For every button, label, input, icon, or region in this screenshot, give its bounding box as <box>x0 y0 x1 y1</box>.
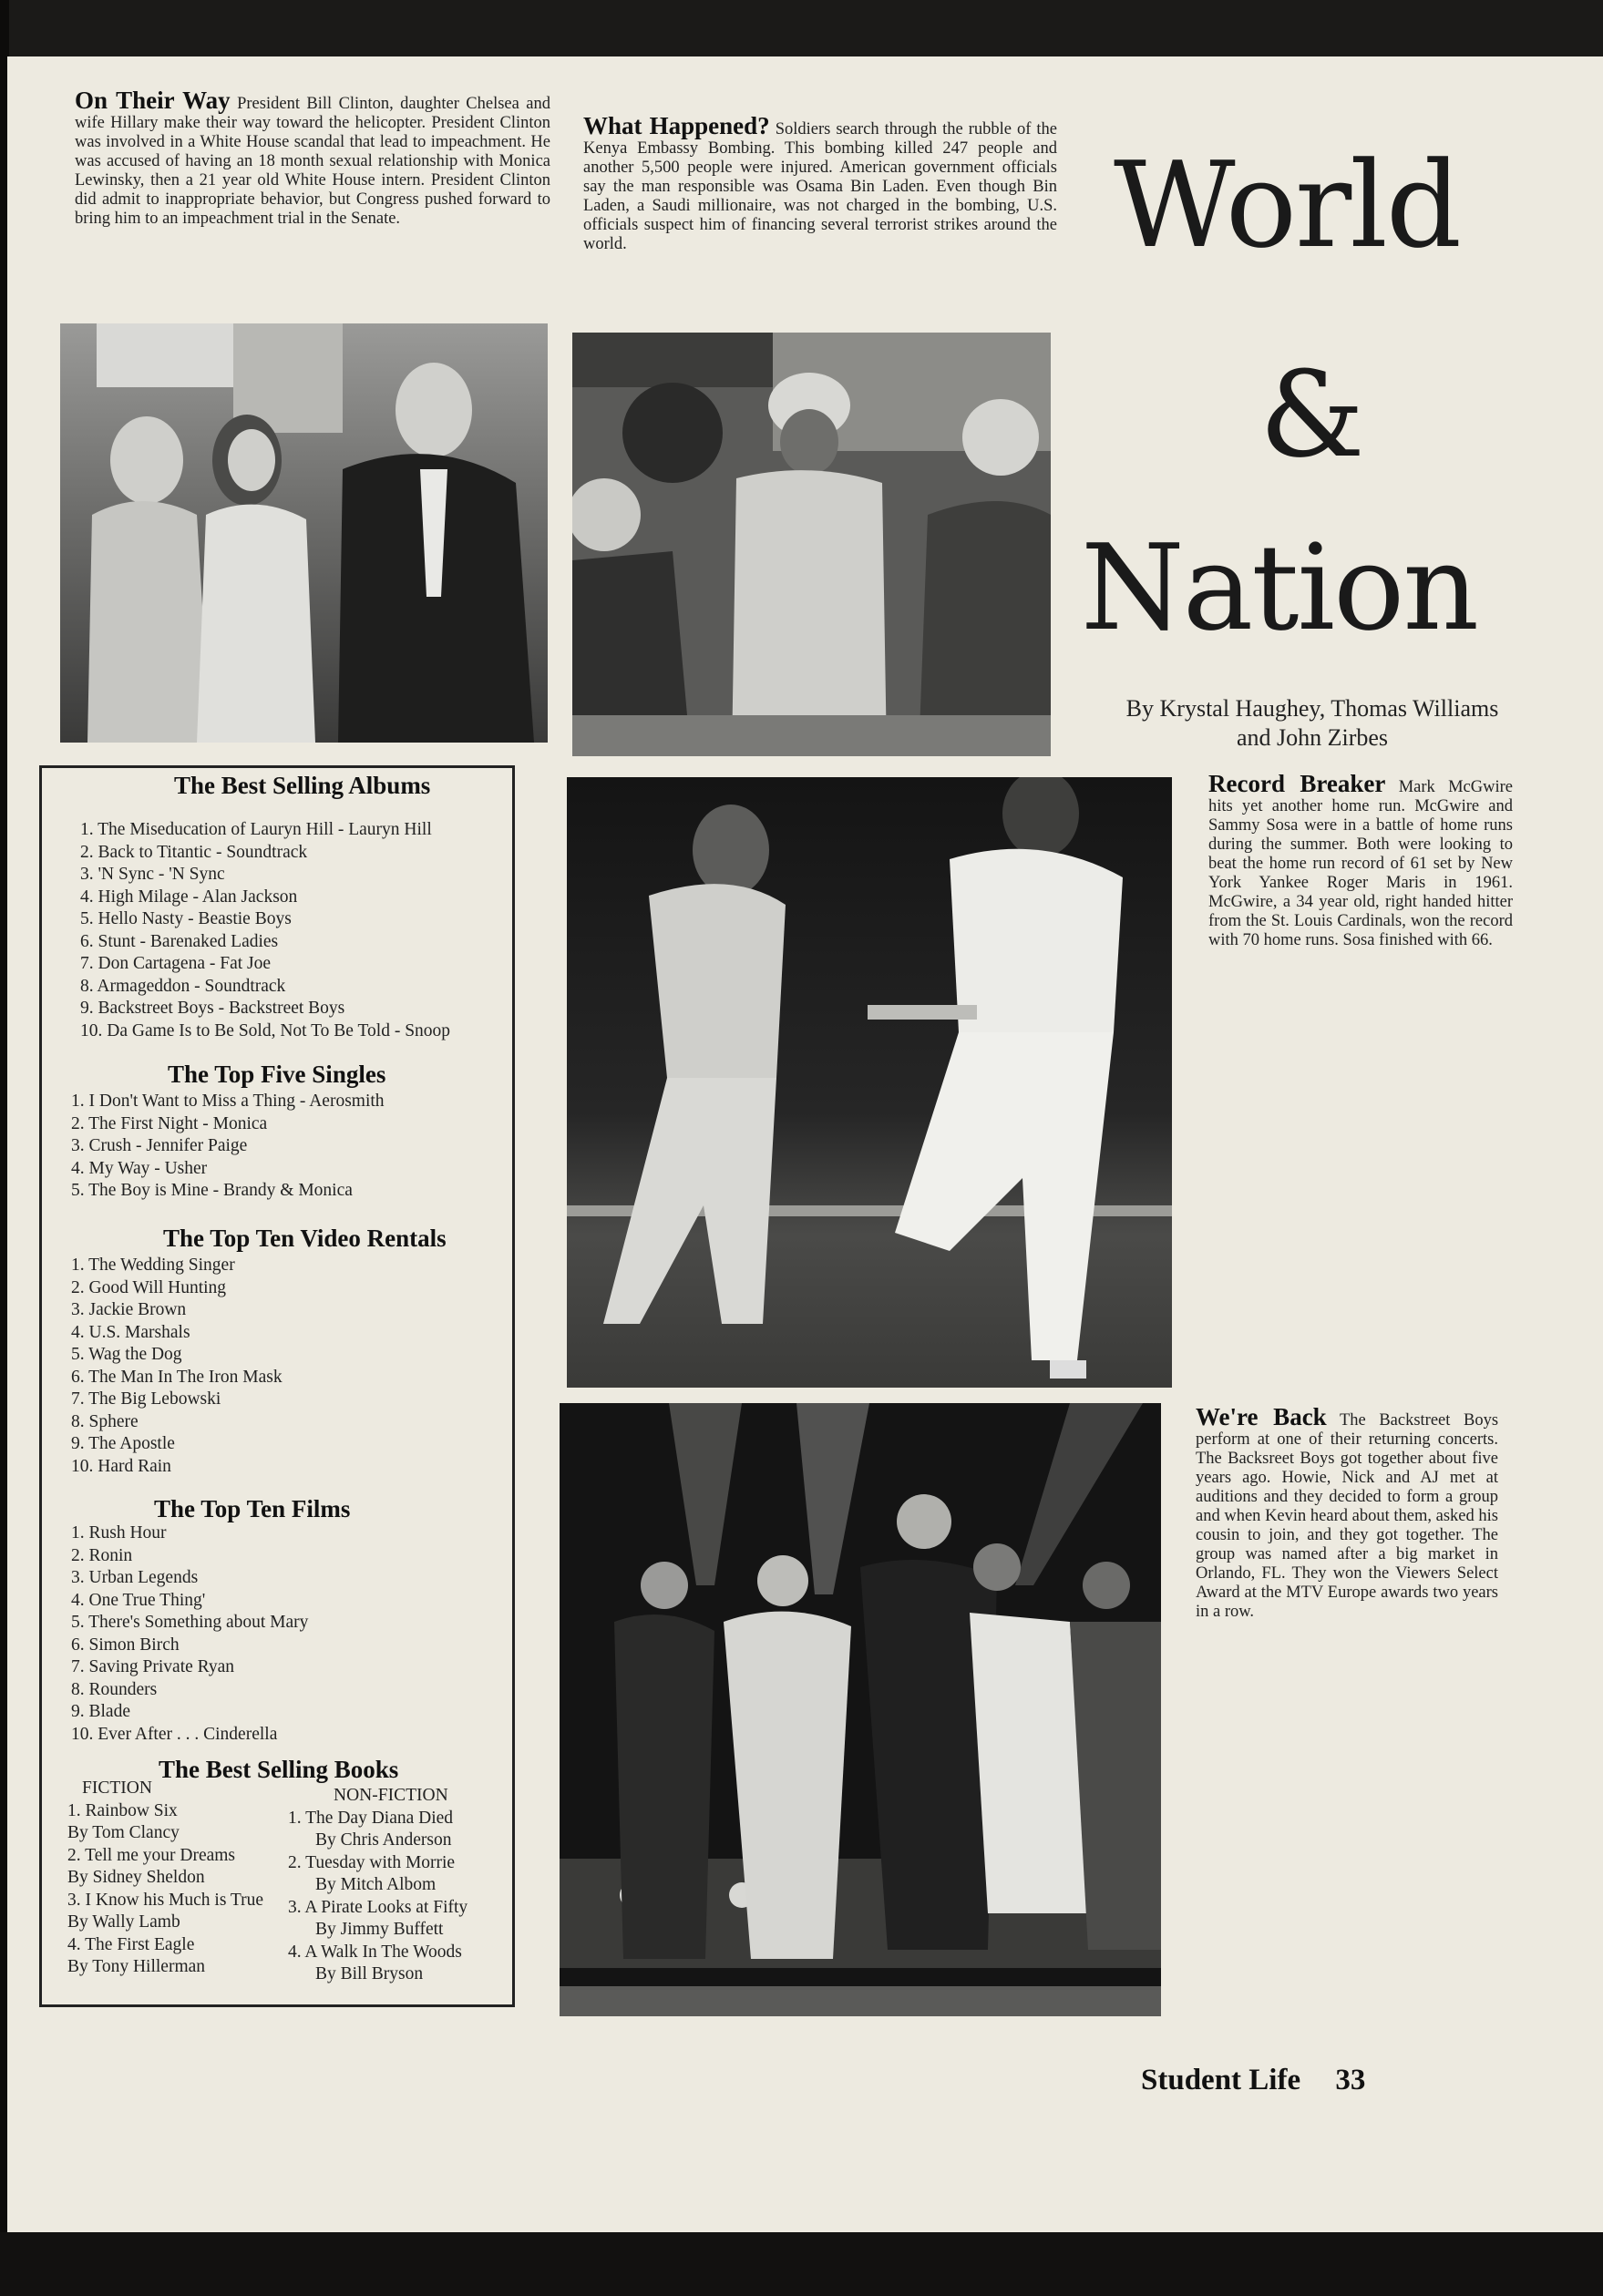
film-item: 9. Blade <box>71 1702 130 1721</box>
single-item: 5. The Boy is Mine - Brandy & Monica <box>71 1181 353 1200</box>
fiction-list <box>67 1800 263 1979</box>
caption-backstreet <box>1196 1403 1499 1622</box>
byline-line1: By Krystal Haughey, Thomas Williams <box>1125 695 1499 722</box>
footer-section: Student Life <box>1141 2064 1301 2096</box>
rental-item: 8. Sphere <box>71 1411 139 1431</box>
films-list <box>71 1522 308 1746</box>
fiction-book-line: 2. Tell me your Dreams <box>67 1845 236 1865</box>
nonfiction-head: NON-FICTION <box>334 1786 448 1805</box>
albums-title: The Best Selling Albums <box>174 772 431 799</box>
nonfiction-list <box>288 1808 468 1986</box>
caption-backstreet-lead: We're Back <box>1196 1403 1327 1430</box>
nonfiction-book-line: By Mitch Albom <box>315 1875 437 1894</box>
rental-item: 10. Hard Rain <box>71 1456 171 1476</box>
title-ampersand: & <box>1259 345 1363 484</box>
caption-backstreet-text: The Backstreet Boys perform at one of their returning concerts. The Backsreet Boys got together about five years ago. Howie, Nick and AJ met at auditions and they decided to form a group and when Kevin heard about them, asked his cousin to join, and they got together. The group was named after a big market in Orlando, FL. They won the Viewers Select Award at the MTV Europe awards two years in a row. <box>1196 1411 1499 1621</box>
single-item: 1. I Don't Want to Miss a Thing - Aerosmith <box>71 1092 385 1111</box>
rental-item: 3. Jackie Brown <box>71 1300 187 1319</box>
singles-list <box>71 1091 385 1203</box>
photo-backstreet-boys <box>560 1403 1161 2016</box>
film-item: 1. Rush Hour <box>71 1523 167 1543</box>
rentals-list <box>71 1255 283 1478</box>
nonfiction-book-line: 1. The Day Diana Died <box>288 1808 454 1828</box>
film-item: 2. Ronin <box>71 1545 133 1565</box>
album-item: 4. High Milage - Alan Jackson <box>80 887 298 907</box>
fiction-book-line: By Tom Clancy <box>67 1823 180 1842</box>
films-title: The Top Ten Films <box>154 1495 351 1522</box>
film-item: 10. Ever After . . . Cinderella <box>71 1724 278 1744</box>
nonfiction-book-line: By Bill Bryson <box>315 1964 424 1983</box>
title-world: World <box>1114 136 1460 274</box>
film-item: 5. There's Something about Mary <box>71 1613 309 1632</box>
caption-kenya <box>583 112 1058 254</box>
fiction-book-line: 3. I Know his Much is True <box>67 1890 264 1910</box>
single-item: 3. Crush - Jennifer Paige <box>71 1136 248 1155</box>
photo-clinton-family <box>60 323 548 743</box>
caption-kenya-lead: What Happened? <box>583 112 770 139</box>
nonfiction-book-line: 4. A Walk In The Woods <box>288 1942 462 1962</box>
rental-item: 1. The Wedding Singer <box>71 1256 235 1275</box>
books-nonfiction <box>288 1785 468 1986</box>
books-title: The Best Selling Books <box>159 1756 399 1783</box>
album-item: 7. Don Cartagena - Fat Joe <box>80 954 272 973</box>
film-item: 7. Saving Private Ryan <box>71 1657 235 1676</box>
album-item: 10. Da Game Is to Be Sold, Not To Be Told - Snoop <box>80 1020 451 1040</box>
caption-mcgwire-text: Mark McGwire hits yet another home run. McGwire and Sammy Sosa were in a battle of home runs during the summer. Both were looking to beat the home run record of 61 set by New York Yankee Roger Maris in 1961. McGwire, a 34 year old, right handed hitter from the St. Louis Cardinals, won the record with 70 home runs. Sosa finished with 66. <box>1208 778 1514 949</box>
album-item: 8. Armageddon - Soundtrack <box>80 976 286 996</box>
lists-box <box>39 765 515 2007</box>
caption-clinton-text: President Bill Clinton, daughter Chelsea and wife Hillary make their way toward the helicopter. President Clinton was involved in a White House scandal that lead to impeachment. He was accused of having an 18 month sexual relationship with Monica Lewinsky, then a 21 year old White House intern. President Clinton did admit to inappropriate behavior, but Congress pushed forward to bring him to an impeachment trial in the Senate. <box>75 95 550 228</box>
single-item: 4. My Way - Usher <box>71 1158 208 1178</box>
fiction-book-line: By Sidney Sheldon <box>67 1868 205 1887</box>
rental-item: 2. Good Will Hunting <box>71 1277 227 1297</box>
album-item: 2. Back to Titantic - Soundtrack <box>80 842 308 862</box>
caption-kenya-text: Soldiers search through the rubble of the Kenya Embassy Bombing. This bombing killed 247 people and another 5,500 people were injured. American government officials say the man responsible was Osama Bin Laden. Even though Bin Laden, a Saudi millionaire, was not charged in the bombing, U.S. officials suspect him of financing several terrorist strikes around the world. <box>583 120 1058 253</box>
photo-kenya-embassy <box>572 333 1051 756</box>
caption-clinton-lead: On Their Way <box>75 87 231 114</box>
rentals-title: The Top Ten Video Rentals <box>163 1225 447 1252</box>
albums-list <box>80 819 450 1042</box>
title-nation: Nation <box>1081 518 1478 657</box>
page-footer <box>1141 2064 1365 2097</box>
byline-line2: and John Zirbes <box>1236 724 1389 751</box>
caption-mcgwire-lead: Record Breaker <box>1208 770 1386 797</box>
film-item: 6. Simon Birch <box>71 1635 180 1655</box>
nonfiction-book-line: By Chris Anderson <box>315 1830 452 1850</box>
nonfiction-book-line: 2. Tuesday with Morrie <box>288 1852 456 1872</box>
fiction-book-line: 4. The First Eagle <box>67 1934 195 1954</box>
fiction-book-line: 1. Rainbow Six <box>67 1800 178 1820</box>
singles-title: The Top Five Singles <box>168 1061 386 1088</box>
rental-item: 5. Wag the Dog <box>71 1345 182 1364</box>
album-item: 9. Backstreet Boys - Backstreet Boys <box>80 999 345 1018</box>
rental-item: 4. U.S. Marshals <box>71 1322 190 1342</box>
album-item: 6. Stunt - Barenaked Ladies <box>80 931 279 951</box>
caption-clinton <box>75 87 550 229</box>
fiction-head: FICTION <box>82 1778 152 1798</box>
fiction-book-line: By Wally Lamb <box>67 1912 180 1932</box>
rental-item: 6. The Man In The Iron Mask <box>71 1367 283 1387</box>
scan-bottom-band <box>0 2232 1603 2296</box>
nonfiction-book-line: By Jimmy Buffett <box>315 1920 444 1939</box>
film-item: 3. Urban Legends <box>71 1568 199 1587</box>
photo-mcgwire <box>567 777 1172 1388</box>
album-item: 3. 'N Sync - 'N Sync <box>80 865 225 884</box>
books-fiction <box>67 1778 263 1979</box>
byline <box>1084 694 1540 753</box>
nonfiction-book-line: 3. A Pirate Looks at Fifty <box>288 1897 468 1917</box>
film-item: 4. One True Thing' <box>71 1590 206 1610</box>
fiction-book-line: By Tony Hillerman <box>67 1957 206 1976</box>
footer-page-number: 33 <box>1335 2064 1366 2096</box>
caption-mcgwire <box>1208 770 1514 950</box>
rental-item: 7. The Big Lebowski <box>71 1389 221 1409</box>
album-item: 5. Hello Nasty - Beastie Boys <box>80 909 292 928</box>
film-item: 8. Rounders <box>71 1679 158 1699</box>
rental-item: 9. The Apostle <box>71 1434 175 1453</box>
album-item: 1. The Miseducation of Lauryn Hill - Lauryn Hill <box>80 820 432 839</box>
single-item: 2. The First Night - Monica <box>71 1113 268 1133</box>
